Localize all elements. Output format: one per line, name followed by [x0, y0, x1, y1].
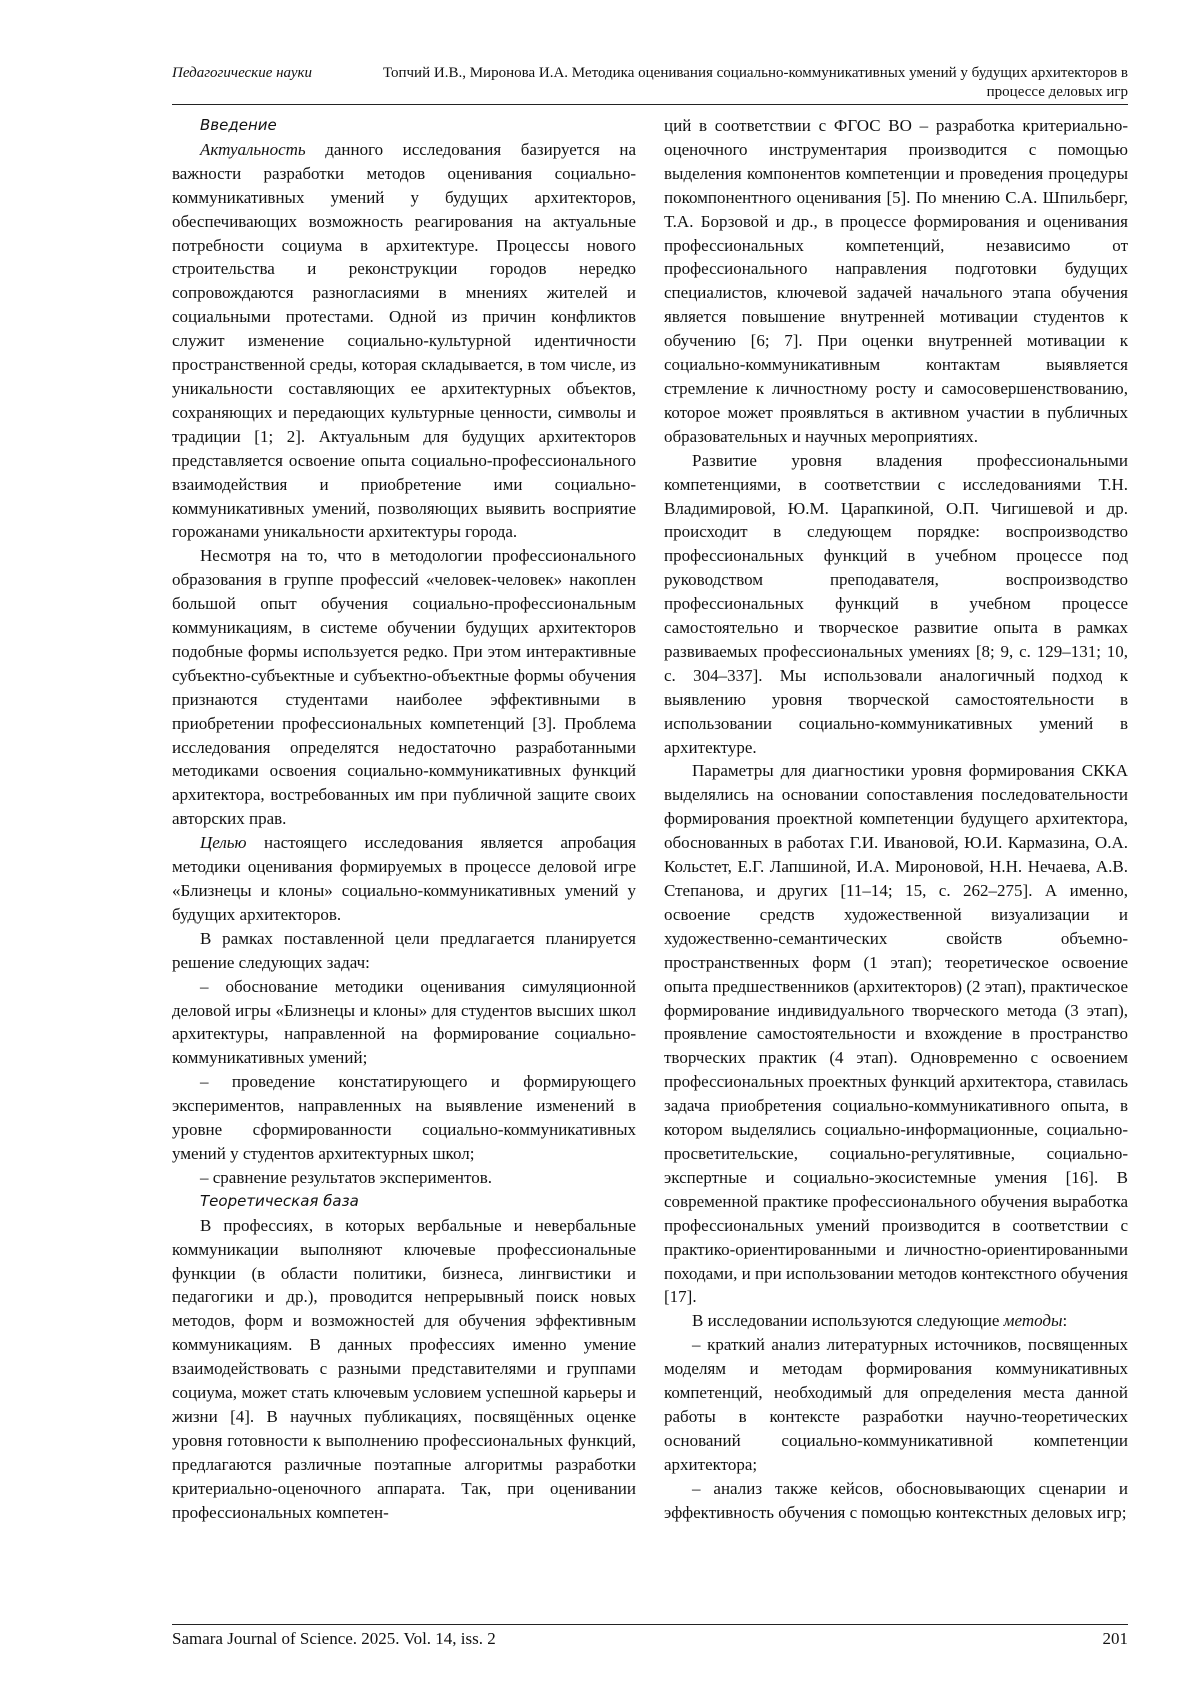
running-header — [172, 62, 1128, 105]
section-title-introduction: Введение — [200, 116, 277, 134]
method-item-2: – анализ также кейсов, обосновывающих сценарии и эффективность обучения с помощью контекстных деловых игр; — [664, 1478, 1128, 1522]
paragraph-goal-text: настоящего исследования является апробация методики оценивания формируемых в процессе деловой игре «Близнецы и клоны» социально-коммуникативных умений у будущих архитекторов. — [172, 833, 636, 924]
footer-journal: Samara Journal of Science. 2025. Vol. 14, iss. 2 — [172, 1629, 496, 1648]
task-item-3: – сравнение результатов экспериментов. — [200, 1167, 492, 1187]
paragraph-relevance — [172, 138, 636, 544]
paragraph-competence-levels: Развитие уровня владения профессиональными компетенциями, в соответствии с исследованиями Т.Н. Владимировой, Ю.М. Царапкиной, О.П. Чигишевой и др. происходит в следующем порядке: воспроизводство профессиональных функций в учебном процессе под руководством преподавателя, воспроизводство профессиональных функций в учебном процессе самостоятельно и творческое развитие опыта в рамках развиваемых профессиональных умениях [8; 9, с. 129–131; 10, с. 304–337]. Мы использовали аналогичный подход к выявлению уровня творческой самостоятельности в использовании социально-коммуникативных умений в архитектуре. — [664, 450, 1128, 757]
right-column — [664, 114, 1128, 1524]
section-title-theory: Теоретическая база — [200, 1191, 359, 1210]
term-goal: Целью — [200, 833, 247, 853]
header-section: Педагогические науки — [172, 65, 313, 81]
term-methods: методы — [1003, 1311, 1063, 1331]
paragraph-problem: Несмотря на то, что в методологии профессионального образования в группе профессий «человек-человек» накоплен большой опыт обучения социально-профессиональным коммуникациям, в системе обучении будущих архитекторов подобные формы используется редко. При этом интерактивные субъектно-субъектные и субъектно-объектные формы обучения признаются студентами наиболее эффективными в приобретении профессиональных компетенций [3]. Проблема исследования определятся недостаточно разработанными методиками освоения социально-коммуникативных функций архитектора, востребованных им при публичной защите своих авторских прав. — [172, 546, 636, 829]
methods-intro-text: В исследовании используются следующие — [692, 1311, 1004, 1331]
task-item-2: – проведение констатирующего и формирующего экспериментов, направленных на выявление изменений в уровне сформированности социально-коммуникативных умений у студентов архитектурных школ; — [172, 1072, 636, 1163]
header-article-title: Топчий И.В., Миронова И.А. Методика оценивания социально-коммуникативных умений у будущих архитекторов в процессе деловых игр — [382, 65, 1128, 100]
method-item-1: – краткий анализ литературных источников, посвященных моделям и методам формирования коммуникативных компетенций, необходимый для определения места данной работы в контексте разработки научно-теоретических оснований социально-коммуникативной компетенции архитектора; — [664, 1335, 1128, 1474]
methods-colon: : — [1062, 1311, 1068, 1331]
task-item-1: – обоснование методики оценивания симуляционной деловой игры «Близнецы и клоны» для студентов высших школ архитектуры, направленной на формирование социально-коммуникативных умений; — [172, 976, 636, 1068]
paragraph-methods-intro — [664, 1309, 1128, 1333]
term-relevance: Актуальность — [200, 139, 306, 159]
paragraph-diagnostics: Параметры для диагностики уровня формирования СККА выделялись на основании сопоставления последовательности формирования проектной компетенции будущего архитектора, обоснованных в работах Г.И. Ивановой, Ю.И. Кармазина, О.А. Кольстет, Е.Г. Лапшиной, И.А. Мироновой, Н.Н. Нечаева, А.В. Степанова, и других [11–14; 15, с. 262–275]. А именно, освоение средств художественной визуализации и художественно-семантических свойств объемно-пространственных форм (1 этап); теоретическое освоение опыта предшественников (архитекторов) (2 этап), практическое формирование индивидуального творческого метода (3 этап), проявление самостоятельности и вхождение в пространство творческих практик (4 этап). Одновременно с освоением профессиональных проектных функций архитектора, ставилась задача приобретения социально-коммуникативного опыта, в котором выделялись социально-информационные, социально-просветительские, социально-регулятивные, социально-экспертные и социально-экосистемные умения [16]. В современной практике профессионального обучения выработка профессиональных умений производится в соответствии с практико-ориентированными и личностно-ориентированными походами, и при использовании методов контекстного обучения [17]. — [664, 761, 1128, 1307]
page-footer — [172, 1624, 1128, 1648]
page-number: 201 — [1102, 1629, 1128, 1648]
paragraph-tasks-intro: В рамках поставленной цели предлагается планируется решение следующих задач: — [172, 928, 636, 972]
paragraph-continued: ций в соответствии с ФГОС ВО – разработка критериально-оценочного инструментария производится с помощью выделения компонентов компетенции и проведения процедуры покомпонентного оценивания [5]. По мнению С.А. Шпильберг, Т.А. Борзовой и др., в процессе формирования и оценивания профессиональных компетенций, независимо от профессионального направления подготовки будущих специалистов, ключевой задачей начального этапа обучения является повышение внутренней мотивации студентов к обучению [6; 7]. При оценки внутренней мотивации к социально-коммуникативным контактам выявляется стремление к личностному росту и самосовершенствованию, которое может проявляться в активном участии в публичных образовательных и научных мероприятиях. — [664, 116, 1128, 446]
paragraph-theory: В профессиях, в которых вербальные и невербальные коммуникации выполняют ключевые профессиональные функции (в области политики, бизнеса, лингвистики и педагогики и др.), проводится непрерывный поиск новых методов, форм и возможностей для обучения эффективным коммуникациям. В данных профессиях именно умение взаимодействовать с разными представителями и группами социума, может стать ключевым условием успешной карьеры и жизни [4]. В научных публикациях, посвящённых оценке уровня готовности к выполнению профессиональных функций, предлагаются различные поэтапные алгоритмы разработки критериально-оценочного аппарата. Так, при оценивании профессиональных компетен- — [172, 1215, 636, 1522]
paragraph-relevance-text: данного исследования базируется на важности разработки методов оценивания социально-коммуникативных умений у будущих архитекторов, обеспечивающих возможность реагирования на актуальные потребности социума в архитектуре. Процессы нового строительства и реконструкции городов нередко сопровождаются разногласиями в мнениях жителей и социальными протестами. Одной из причин конфликтов служит изменение социально-культурной идентичности пространственной среды, которая складывается, в том числе, из уникальности составляющих ее архитектурных объектов, сохраняющих и передающих культурные ценности, символы и традиции [1; 2]. Актуальным для будущих архитекторов представляется освоение опыта социально-профессионального взаимодействия и приобретение ими социально-коммуникативных умений, позволяющих выявить восприятие горожанами уникальности архитектуры города. — [172, 139, 636, 542]
paragraph-goal — [172, 831, 636, 927]
left-column — [172, 114, 636, 1524]
